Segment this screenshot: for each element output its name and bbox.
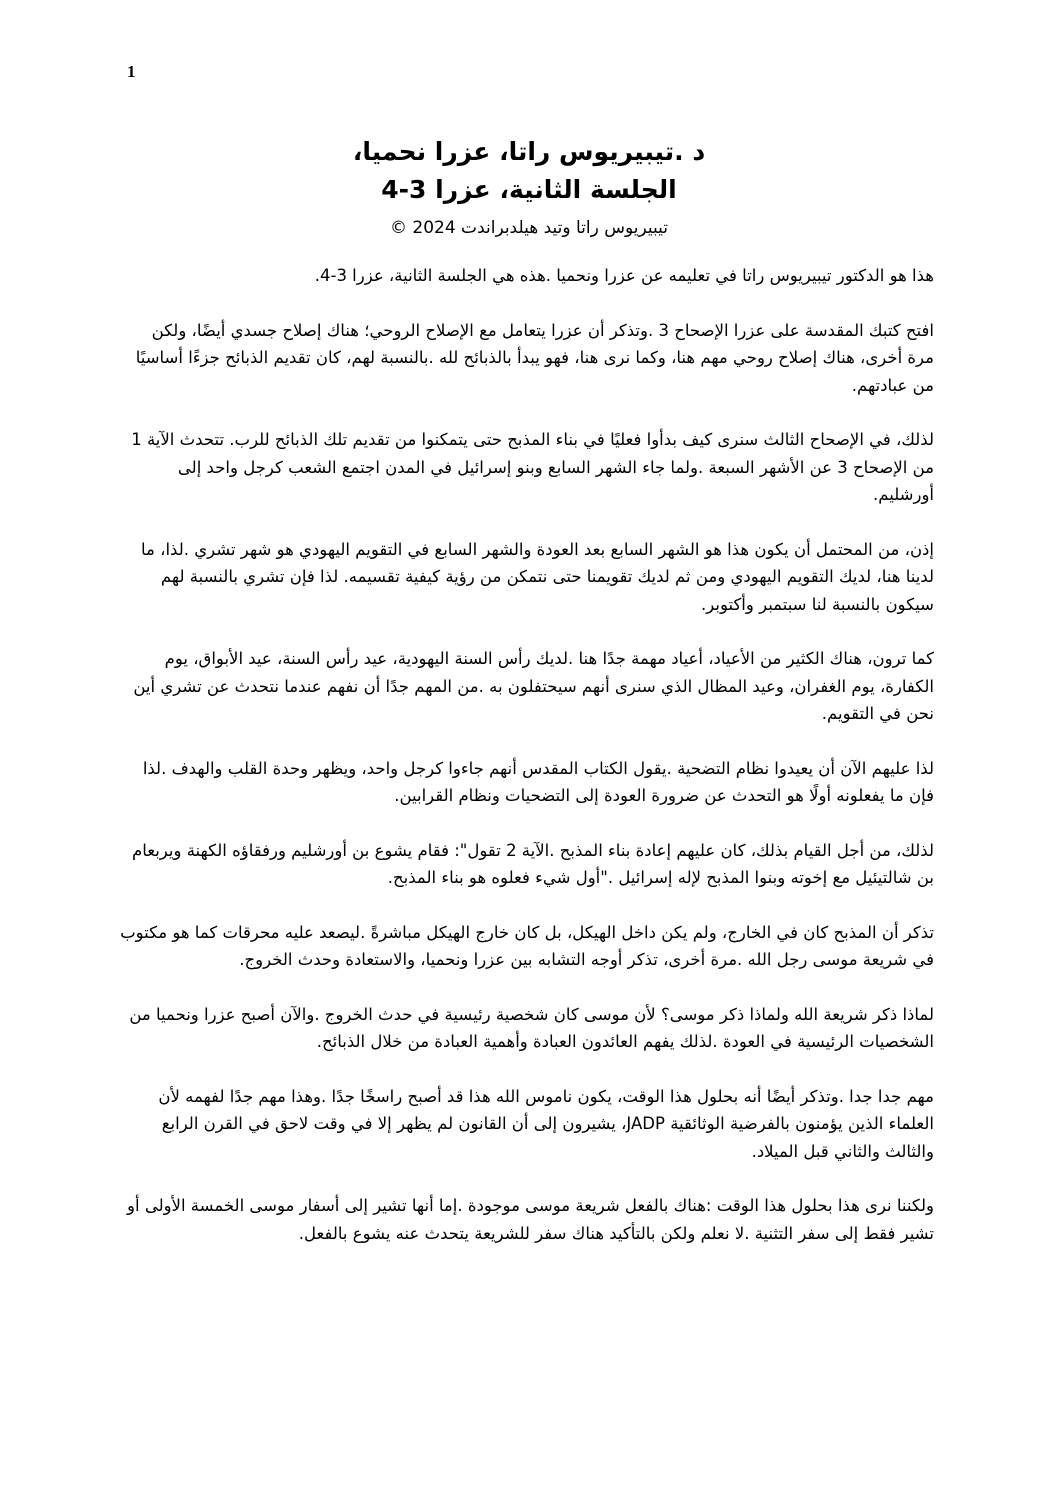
paragraph: لماذا ذكر شريعة الله ولماذا ذكر موسى؟ لأن موسى كان شخصية رئيسية في حدث الخروج .والآن أصبح عزرا ونحميا من الشخصيات الرئيسية في العودة .لذلك يفهم العائدون العبادة وأهمية العبادة من خلال الذبائح. <box>129 1004 934 1051</box>
document-title-line-2: الجلسة الثانية، عزرا 3-4 <box>381 175 677 204</box>
document-body <box>120 262 934 1274</box>
page-number: 1 <box>127 62 136 81</box>
document-header <box>120 133 938 243</box>
paragraph: إذن، من المحتمل أن يكون هذا هو الشهر السابع بعد العودة والشهر السابع في التقويم اليهودي هو شهر تشري .لذا، ما لدينا هنا، لديك التقويم اليهودي ومن ثم لديك تقويمنا حتى نتمكن من رؤية كيفية تقسيمه. لذا فإن تشري بالنسبة لهم سيكون بالنسبة لنا سبتمبر وأكتوبر. <box>141 539 934 614</box>
paragraph: ولكننا نرى هذا بحلول هذا الوقت :هناك بالفعل شريعة موسى موجودة .إما أنها تشير إلى أسفار موسى الخمسة الأولى أو تشير فقط إلى سفر التثنية .لا نعلم ولكن بالتأكيد هناك سفر للشريعة يتحدث عنه يشوع بالفعل. <box>127 1196 934 1243</box>
document-title-line-1: د .تيبيريوس راتا، عزرا نحميا، <box>352 137 706 166</box>
paragraph: هذا هو الدكتور تيبيريوس راتا في تعليمه عن عزرا ونحميا .هذه هي الجلسة الثانية، عزرا 3-4. <box>314 266 934 285</box>
paragraph: افتح كتبك المقدسة على عزرا الإصحاح 3 .وتذكر أن عزرا يتعامل مع الإصلاح الروحي؛ هناك إصلاح جسدي أيضًا، ولكن مرة أخرى، هناك إصلاح روحي مهم هنا، وكما نرى هنا، فهو يبدأ بالذبائح لله .بالنسبة لهم، كان تقديم الذبائح جزءًا أساسيًا من عبادتهم. <box>135 320 934 395</box>
paragraph: لذلك، في الإصحاح الثالث سنرى كيف بدأوا فعليًا في بناء المذبح حتى يتمكنوا من تقديم تلك الذبائح للرب. تتحدث الآية 1 من الإصحاح 3 عن الأشهر السبعة .ولما جاء الشهر السابع وبنو إسرائيل في المدن اجتمع الشعب كرجل واحد إلى أورشليم. <box>131 430 934 504</box>
paragraph: تذكر أن المذبح كان في الخارج، ولم يكن داخل الهيكل، بل كان خارج الهيكل مباشرةً .ليصعد عليه محرقات كما هو مكتوب في شريعة موسى رجل الله .مرة أخرى، تذكر أوجه التشابه بين عزرا ونحميا، والاستعادة وحدث الخروج. <box>120 922 934 969</box>
paragraph: لذلك، من أجل القيام بذلك، كان عليهم إعادة بناء المذبح .الآية 2 تقول": فقام يشوع بن أورشليم ورفقاؤه الكهنة ويربعام بن شالتيئيل مع إخوته وبنوا المذبح لإله إسرائيل ."أول شيء فعلوه هو بناء المذبح. <box>132 840 934 887</box>
paragraph: كما ترون، هناك الكثير من الأعياد، أعياد مهمة جدًا هنا .لديك رأس السنة اليهودية، عيد رأس السنة، عيد الأبواق، يوم الكفارة، يوم الغفران، وعيد المظال الذي سنرى أنهم سيحتفلون به .من المهم جدًا أن نفهم عندما نتحدث عن تشري أين نحن في التقويم. <box>133 649 934 723</box>
copyright-line: تيبيريوس راتا وتيد هيلدبراندت 2024 © <box>389 218 669 238</box>
paragraph: لذا عليهم الآن أن يعيدوا نظام التضحية .يقول الكتاب المقدس أنهم جاءوا كرجل واحد، ويظهر وحدة القلب والهدف .لذا فإن ما يفعلونه أولًا هو التحدث عن ضرورة العودة إلى التضحيات ونظام القرابين. <box>142 758 934 805</box>
paragraph: مهم جدا جدا .وتذكر أيضًا أنه بحلول هذا الوقت، يكون ناموس الله هذا قد أصبح راسخًا جدًا .وهذا مهم جدًا لفهمه لأن العلماء الذين يؤمنون بالفرضية الوثائقية JADP، يشيرون إلى أن القانون لم يظهر إلا في وقت لاحق في القرن الرابع والثالث والثاني قبل الميلاد. <box>158 1086 934 1161</box>
